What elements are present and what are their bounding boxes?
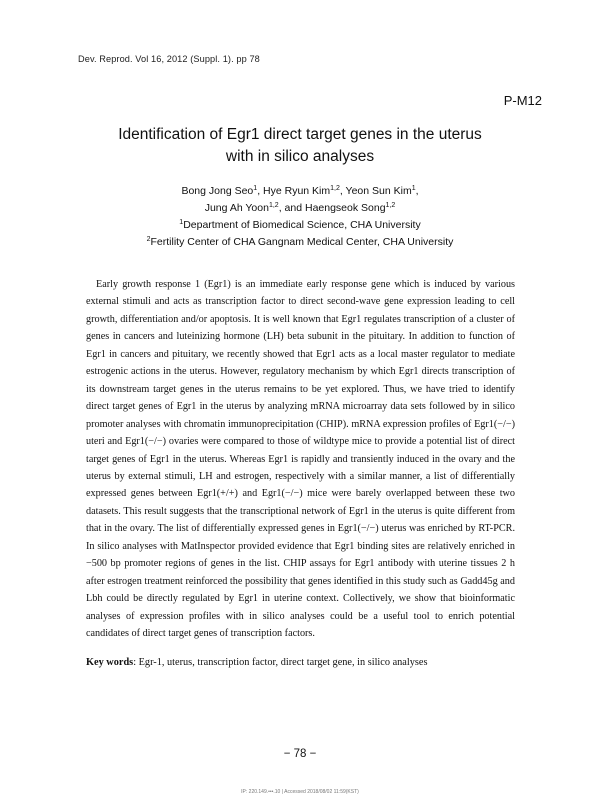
- abstract-paragraph: Early growth response 1 (Egr1) is an immediate early response gene which is induced by various external stimuli and acts as transcription factor to direct second-wave gene expression leading to cell growth, differentiation and/or apoptosis. It is well known that Egr1 regulates transcription of a cluster of genes in cancers and luteinizing hormone (LH) beta subunit in the pituitary. In addition to function of Egr1 in cancers and pituitary, we recently showed that Egr1 acts as a local master regulator to mediate estrogenic actions in the uterus. However, regulatory mechanism by which Egr1 directs transcription of its downstream target genes in the uterus remains to be yet explored. Thus, we have tried to identify direct target genes of Egr1 in the uterus by analyzing mRNA microarray data sets followed by in silico promoter analyses with chromatin immunoprecipitation (CHIP). mRNA expression profiles of Egr1(−/−) uteri and Egr1(−/−) ovaries were compared to those of wildtype mice to provide a potential list of direct target genes of Egr1 in the uterus. Whereas Egr1 is rapidly and transiently induced in the ovary and the uterus by external stimuli, LH and estrogen, respectively with a similar manner, a list of differentially expressed genes between Egr1(+/+) and Egr1(−/−) mice were barely overlapped between these two datasets. This result suggests that the transcriptional network of Egr1 in the uterus is quite different from that in the ovary. The list of differentially expressed genes in Egr1(−/−) uterus was enriched by RT-PCR. In silico analyses with MatInspector provided evidence that Egr1 binding sites are relatively enriched in −500 bp promoter regions of genes in the list. CHIP assays for Egr1 antibody with uterine tissues 2 h after estrogen treatment reinforced the possibility that genes identified in this study such as Gadd45g and Lbh could be directly regulated by Egr1 in uterine context. Collectively, we show that bioinformatic analyses of expression profiles with in silico analyses could be a useful tool to enrich potential candidates of direct target genes of transcription factors.: [86, 279, 515, 640]
- affiliation-mark: 1: [179, 219, 184, 226]
- author-affiliation-mark: 1: [253, 185, 258, 192]
- author-affiliation-mark: 1,2: [330, 185, 340, 192]
- affiliation-mark: 2: [146, 236, 151, 243]
- keywords: [86, 655, 526, 671]
- author-line-2: Jung Ah Yoon$^{1,2}$, and Haengseok Song$^{1,2}$: [204, 202, 396, 214]
- author-affiliation-mark: 1,2: [268, 202, 279, 209]
- title-line-2: with in silico analyses: [225, 148, 375, 165]
- affiliation-text: Department of Biomedical Science, CHA University: [183, 219, 421, 231]
- paper-title: [0, 124, 600, 168]
- affiliation-1: [0, 217, 600, 234]
- keywords-list: : Egr-1, uterus, transcription factor, direct target gene, in silico analyses: [133, 657, 428, 668]
- keywords-label: Key words: [86, 657, 134, 668]
- author-affiliation-mark: 1: [411, 185, 416, 192]
- affiliation-2: [0, 234, 600, 251]
- author-name: and Haengseok Song: [284, 202, 386, 214]
- author-name: Yeon Sun Kim: [345, 185, 412, 197]
- author-name: Bong Jong Seo: [181, 185, 254, 197]
- author-name: Jung Ah Yoon: [204, 202, 269, 214]
- author-block: [0, 183, 600, 251]
- access-footer: IP: 220.149.•••.10 | Accessed 2018/08/02 11:59(KST): [241, 789, 359, 795]
- abstract-body: [86, 276, 515, 643]
- title-line-1: Identification of Egr1 direct target genes in the uterus: [118, 126, 482, 143]
- affiliation-text: Fertility Center of CHA Gangnam Medical Center, CHA University: [150, 236, 454, 248]
- author-line-1: Bong Jong Seo$^1$, Hye Ryun Kim$^{1,2}$, Yeon Sun Kim$^1$,: [181, 185, 419, 197]
- journal-citation: Dev. Reprod. Vol 16, 2012 (Suppl. 1). pp 78: [78, 54, 260, 64]
- abstract-code: P-M12: [503, 93, 542, 108]
- author-affiliation-mark: 1,2: [385, 202, 396, 209]
- page-number: − 78 −: [283, 748, 317, 760]
- author-name: Hye Ryun Kim: [263, 185, 331, 197]
